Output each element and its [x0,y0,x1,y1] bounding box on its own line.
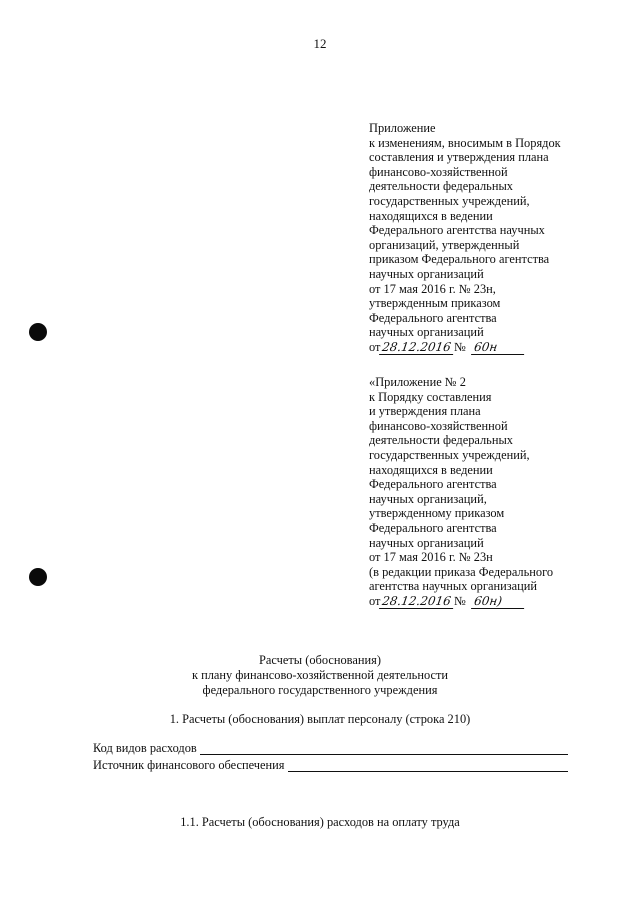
punch-hole-bottom [29,568,47,586]
appendix2-line: финансово-хозяйственной [369,418,508,433]
appendix2-line: утвержденному приказом [369,506,505,521]
handwritten-date: 28.12.2016 [379,595,455,609]
appendix2-line: Федерального агентства [369,520,497,535]
funding-source-label: Источник финансового обеспечения [93,758,285,772]
appendix2-block [369,375,609,609]
appendix2-line: научных организаций, [369,491,487,506]
appendix2-line: (в редакции приказа Федерального [369,564,554,579]
funding-source-blank [288,760,569,772]
appendix2-line: находящихся в ведении [369,462,493,477]
appendix2-signature-line [369,594,525,609]
expense-code-field [93,741,568,755]
title-line: к плану финансово-хозяйственной деятельности [191,668,448,682]
appendix-line: деятельности федеральных [369,179,513,194]
page-number: 12 [313,36,327,51]
appendix2-line: Федерального агентства [369,477,497,492]
expense-code-label: Код видов расходов [93,741,197,755]
expense-code-blank [200,743,568,755]
handwritten-date: 28.12.2016 [379,341,455,355]
title-line: Расчеты (обоснования) [259,653,381,667]
sign-prefix: от [369,594,381,609]
funding-source-field [93,758,568,772]
appendix2-line: научных организаций [369,535,484,550]
appendix-line: Федерального агентства научных [369,223,545,238]
appendix2-line: «Приложение № 2 [369,375,466,389]
appendix2-line: деятельности федеральных [369,433,513,448]
appendix-line: научных организаций [369,325,484,340]
appendix-line: от 17 мая 2016 г. № 23н, [369,281,496,296]
appendix2-line: от 17 мая 2016 г. № 23н [369,550,493,565]
sign-number-label: № [454,340,466,355]
punch-hole-top [29,323,47,341]
appendix-line: организаций, утвержденный [369,237,520,252]
appendix2-line: агентства научных организаций [369,579,538,594]
appendix-line: научных организаций [369,266,484,281]
appendix-line: находящихся в ведении [369,208,493,223]
sign-prefix: от [369,340,381,355]
appendix-line: утвержденным приказом [369,296,501,311]
section-1-heading: 1. Расчеты (обоснования) выплат персоналу (строка 210) [169,712,471,726]
appendix-line: Федерального агентства [369,310,497,325]
appendix2-line: государственных учреждений, [369,447,530,462]
appendix-line: к изменениям, вносимым в Порядок [369,135,561,150]
document-title [0,653,640,698]
appendix-line: Приложение [369,121,436,135]
appendix-signature-line [369,340,525,355]
handwritten-number: 60н) [471,595,526,609]
appendix-line: финансово-хозяйственной [369,164,508,179]
handwritten-number: 60н [471,341,526,355]
appendix-block [369,121,609,355]
appendix2-line: к Порядку составления [369,389,492,404]
section-1-1-heading: 1.1. Расчеты (обоснования) расходов на оплату труда [180,815,460,829]
appendix-line: составления и утверждения плана [369,150,549,165]
appendix2-line: и утверждения плана [369,404,481,419]
sign-number-label: № [454,594,466,609]
appendix-line: приказом Федерального агентства [369,252,550,267]
appendix-line: государственных учреждений, [369,193,530,208]
title-line: федерального государственного учреждения [202,683,438,697]
